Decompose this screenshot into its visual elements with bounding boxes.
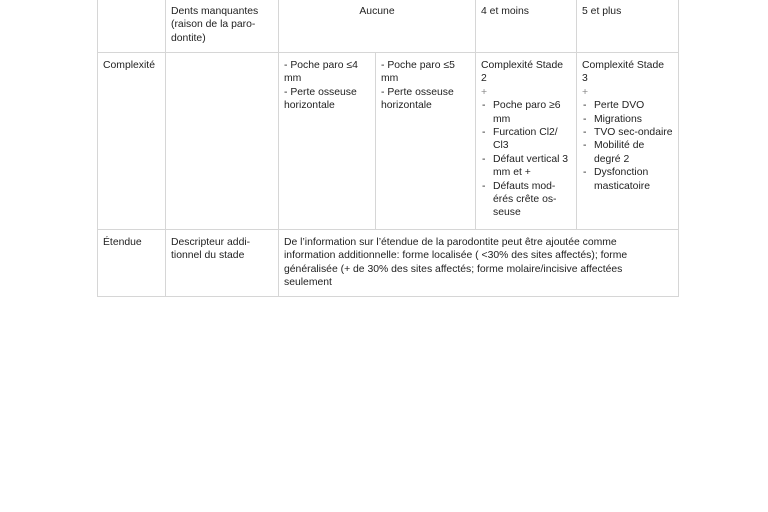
missing-teeth-4-or-less-cell: 4 et moins bbox=[476, 0, 577, 53]
missing-teeth-5-or-more-cell: 5 et plus bbox=[577, 0, 679, 53]
stage3-title-line: 2 bbox=[481, 73, 487, 85]
plus-sign: + bbox=[481, 86, 488, 98]
stage4-title-line: Complexité Stade bbox=[582, 60, 665, 71]
extent-label-cell: Étendue bbox=[98, 230, 166, 297]
extent-descriptor-line: Descripteur addi- bbox=[171, 237, 251, 248]
list-item: - Perte DVO bbox=[582, 99, 673, 112]
complexity-label-cell: Complexité bbox=[98, 53, 166, 230]
missing-teeth-label-cell bbox=[166, 0, 279, 53]
missing-teeth-none-cell: Aucune bbox=[279, 0, 476, 53]
stage2-text-line: - Poche paro ≤5 bbox=[381, 60, 455, 71]
table-row-missing-teeth bbox=[98, 0, 679, 53]
stage1-text-line: - Perte osseuse bbox=[284, 86, 357, 98]
list-item: - Mobilité de degré 2 bbox=[582, 139, 673, 166]
table-row-extent bbox=[98, 230, 679, 297]
stage2-text-line: mm bbox=[381, 73, 399, 85]
complexity-empty-cell bbox=[166, 53, 279, 230]
stage1-text-line: horizontale bbox=[284, 100, 335, 112]
extent-description-cell bbox=[279, 230, 679, 297]
list-item: - Furcation Cl2/ Cl3 bbox=[481, 126, 571, 153]
stage4-title-line: 3 bbox=[582, 73, 588, 85]
list-item: - Dysfonction masticatoire bbox=[582, 166, 673, 193]
list-item: - Poche paro ≥6 mm bbox=[481, 99, 571, 126]
header-empty-cell bbox=[98, 0, 166, 53]
complexity-stage3-cell bbox=[476, 53, 577, 230]
list-item: - Défauts mod-érés crête os-seuse bbox=[481, 180, 571, 220]
stage4-criteria-list bbox=[582, 99, 673, 193]
missing-teeth-label-line: (raison de la paro- bbox=[171, 19, 256, 31]
extent-description-line: information additionnelle: forme localisée ( <30% des sites affectés); forme bbox=[284, 250, 628, 262]
complexity-stage4-cell bbox=[577, 53, 679, 230]
extent-description-line: seulement bbox=[284, 277, 332, 289]
complexity-stage1-cell bbox=[279, 53, 376, 230]
extent-descriptor-cell bbox=[166, 230, 279, 297]
stage3-criteria-list bbox=[481, 99, 571, 220]
missing-teeth-label-line: Dents manquantes bbox=[171, 6, 259, 17]
periodontitis-staging-table bbox=[97, 0, 679, 297]
complexity-stage2-cell bbox=[376, 53, 476, 230]
stage2-text-line: horizontale bbox=[381, 100, 432, 112]
table-row-complexity bbox=[98, 53, 679, 230]
list-item: - Migrations bbox=[582, 113, 673, 126]
missing-teeth-label-line: dontite) bbox=[171, 32, 206, 44]
list-item: - TVO sec-ondaire bbox=[582, 126, 673, 139]
stage2-text-line: - Perte osseuse bbox=[381, 86, 454, 98]
stage1-text-line: - Poche paro ≤4 bbox=[284, 60, 358, 71]
stage3-title-line: Complexité Stade bbox=[481, 60, 564, 71]
stage1-text-line: mm bbox=[284, 73, 302, 85]
extent-description-line: De l’information sur l’étendue de la parodontite peut être ajoutée comme bbox=[284, 237, 617, 248]
list-item: - Défaut vertical 3 mm et + bbox=[481, 153, 571, 180]
extent-descriptor-line: tionnel du stade bbox=[171, 250, 245, 262]
extent-description-line: généralisée (+ de 30% des sites affectés; forme molaire/incisive affectées bbox=[284, 263, 623, 275]
plus-sign: + bbox=[582, 86, 589, 98]
